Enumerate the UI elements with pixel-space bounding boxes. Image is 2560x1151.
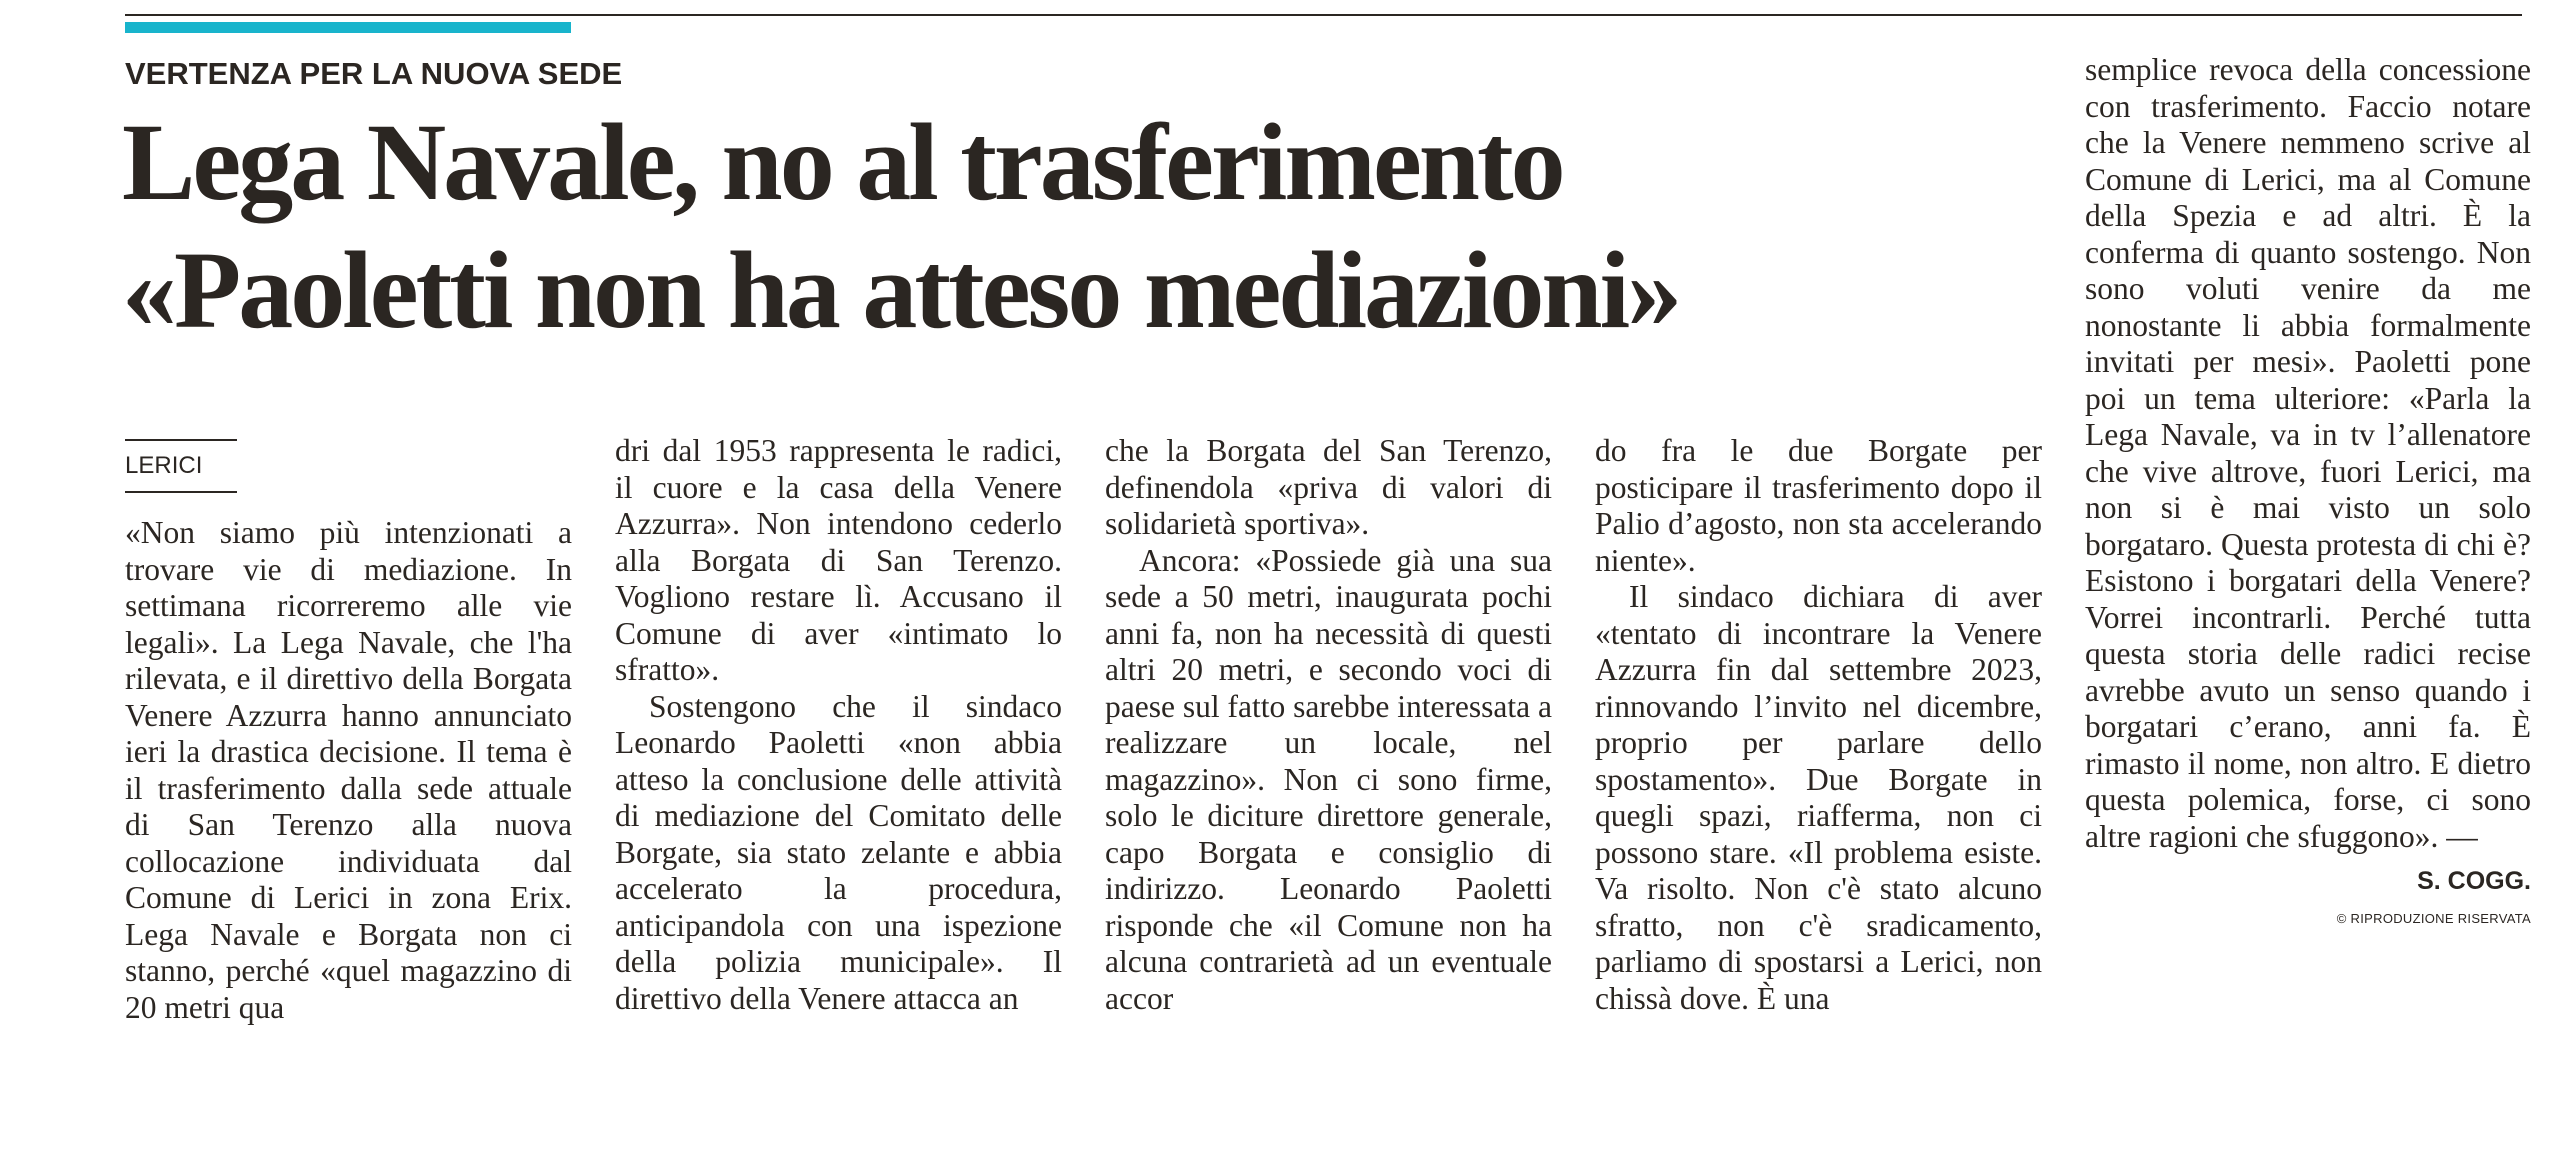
headline <box>122 98 2072 354</box>
paragraph: Il sindaco dichiara di aver «tentato di incontrare la Venere Azzurra fin dal settembre 2023, rinnovando l’invito nel dicembre, proprio per parlare dello spostamento». Due Borgate in quegli spazi, riafferma, non ci possono stare. «Il problema esiste. Va risolto. Non c'è stato alcuno sfratto, non c'è sradicamento, parliamo di spostarsi a Lerici, non chissà dove. È una <box>1595 579 2042 1016</box>
body-column-1 <box>125 515 572 1026</box>
paragraph: Ancora: «Possiede già una sua sede a 50 metri, inaugurata pochi anni fa, non ha necessità di questi altri 20 metri, e secondo voci di paese sul fatto sarebbe interessata a realizzare un locale, nel magazzino». Non ci sono firme, solo le diciture direttore generale, capo Borgata e consiglio di indirizzo. Leonardo Paoletti risponde che «il Comune non ha alcuna contrarietà ad un eventuale accor <box>1105 542 1552 1016</box>
dateline-block <box>125 439 237 493</box>
paragraph: che la Borgata del San Terenzo, definendola «priva di valori di solidarietà sportiva». <box>1105 433 1552 541</box>
top-rule <box>125 14 2522 16</box>
paragraph: Sostengono che il sindaco Leonardo Paoletti «non abbia atteso la conclusione delle attività di mediazione del Comitato delle Borgate, sia stato zelante e abbia accelerato la procedura, anticipandola con una ispezione della polizia municipale». Il direttivo della Venere attacca an <box>615 688 1062 1016</box>
dateline-rule-bottom <box>125 491 237 493</box>
paragraph: do fra le due Borgate per posticipare il trasferimento dopo il Palio d’agosto, non sta accelerando niente». <box>1595 433 2042 578</box>
body-column-5 <box>2085 52 2531 931</box>
headline-line-1: Lega Navale, no al trasferimento <box>122 101 1563 223</box>
headline-line-2: «Paoletti non ha atteso mediazioni» <box>122 229 1680 351</box>
dateline: LERICI <box>125 452 203 479</box>
body-column-3 <box>1105 433 1552 1017</box>
paragraph: «Non siamo più intenzionati a trovare vie di mediazione. In settimana ricorreremo alle vie legali». La Lega Navale, che l'ha rilevata, e il direttivo della Borgata Venere Azzurra hanno annunciato ieri la drastica decisione. Il tema è il trasferimento dalla sede attuale di San Terenzo alla nuova collocazione individuata dal Comune di Lerici in zona Erix. Lega Navale e Borgata non ci stanno, perché «quel magazzino di 20 metri qua <box>125 515 572 1025</box>
author-byline: S. COGG. <box>2417 867 2531 895</box>
paragraph: semplice revoca della concessione con trasferimento. Faccio notare che la Venere nemmeno scrive al Comune di Lerici, ma al Comune della Spezia e ad altri. È la conferma di quanto sostengo. Non sono voluti venire da me nonostante li abbia formalmente invitati per mesi». Paoletti pone poi un tema ulteriore: «Parla la Lega Navale, va in tv l’allenatore che vive altrove, fuori Lerici, ma non si è mai visto un solo borgataro. Questa protesta di chi è? Esistono i borgatari della Venere? Vorrei incontrarli. Perché tutta questa storia delle radici recise avrebbe avuto un senso quando i borgatari c’erano, anni fa. È rimasto il nome, non altro. E dietro questa polemica, forse, ci sono altre ragioni che sfuggono». — <box>2085 52 2531 854</box>
paragraph: dri dal 1953 rappresenta le radici, il cuore e la casa della Venere Azzurra». Non intendono cederlo alla Borgata di San Terenzo. Vogliono restare lì. Accusano il Comune di aver «intimato lo sfratto». <box>615 433 1062 687</box>
copyright-notice: © RIPRODUZIONE RISERVATA <box>2336 911 2531 926</box>
body-column-4 <box>1595 433 2042 1017</box>
section-accent-bar <box>125 22 571 33</box>
kicker: VERTENZA PER LA NUOVA SEDE <box>125 56 623 91</box>
body-column-2 <box>615 433 1062 1017</box>
